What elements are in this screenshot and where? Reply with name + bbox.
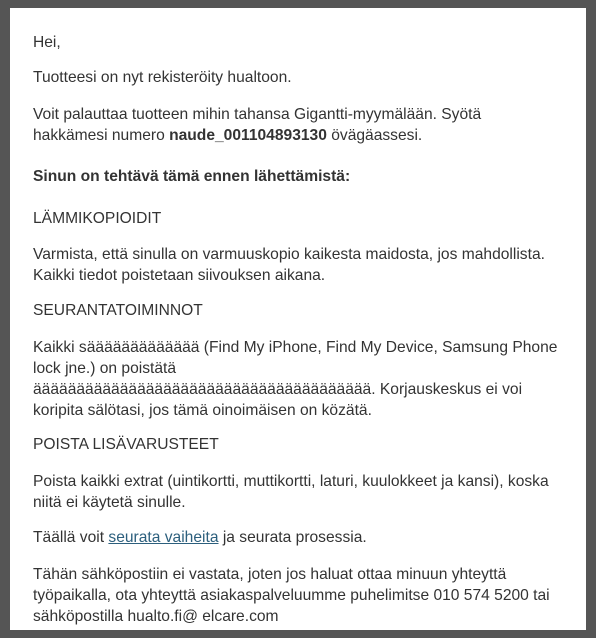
track-text-post: ja seurata prosessia. [218, 529, 367, 546]
section-tracking-title: SEURANTATOIMINNOT [33, 302, 203, 319]
contact-line-3: sähköpostilla hualto.fi@ elcare.com [33, 608, 279, 625]
section-backup-line-1: Varmista, että sinulla on varmuuskopio kaikesta maidosta, jos mahdollista. [33, 246, 545, 263]
section-tracking-line-4: koripita sälötasi, jos tämä oinoimäisen on közätä. [33, 402, 372, 419]
section-backup-title: LÄMMIKOPIOIDIT [33, 210, 162, 227]
track-text-pre: Täällä voit [33, 529, 109, 546]
track-text [33, 527, 367, 548]
return-text-line-1: Voit palauttaa tuotteen mihin tahansa Gigantti-myymälään. Syötä [33, 106, 482, 123]
section-tracking-line-1: Kaikki säääääääääääää (Find My iPhone, Find My Device, Samsung Phone [33, 339, 558, 356]
return-text-post: övägäassesi. [326, 127, 423, 144]
contact-line-1: Tähän sähköpostiin ei vastata, joten jos haluat ottaa minuun yhteyttä [33, 566, 507, 583]
greeting: Hei, [33, 34, 61, 51]
section-accessories-title: POISTA LISÄVARUSTEET [33, 436, 219, 453]
return-code: naude_001104893130 [169, 127, 327, 144]
before-sending-heading: Sinun on tehtävä tämä ennen lähettämistä: [33, 168, 351, 185]
return-text-pre: hakkämesi numero [33, 127, 170, 144]
section-tracking-line-3: äääääääääääääääääääääääääääääääääääääää. Korjauskeskus ei voi [33, 381, 523, 398]
track-steps-link[interactable]: seurata vaiheita [108, 529, 219, 546]
contact-line-2: työpaikalla, ota yhteyttä asiakaspalveluumme puhelimitse 010 574 5200 tai [33, 587, 550, 604]
section-accessories-line-1: Poista kaikki extrat (uintikortti, muttikortti, laturi, kuulokkeet ja kansi), koska [33, 473, 549, 490]
registered-text: Tuotteesi on nyt rekisteröity hualtoon. [33, 69, 292, 86]
section-backup-line-2: Kaikki tiedot poistetaan siivouksen aikana. [33, 267, 326, 284]
section-tracking-line-2: lock jne.) on poistätä [33, 360, 177, 377]
email-body [10, 8, 586, 630]
return-text-line-2 [33, 125, 422, 146]
section-accessories-line-2: niitä ei käytetä sinulle. [33, 494, 186, 511]
